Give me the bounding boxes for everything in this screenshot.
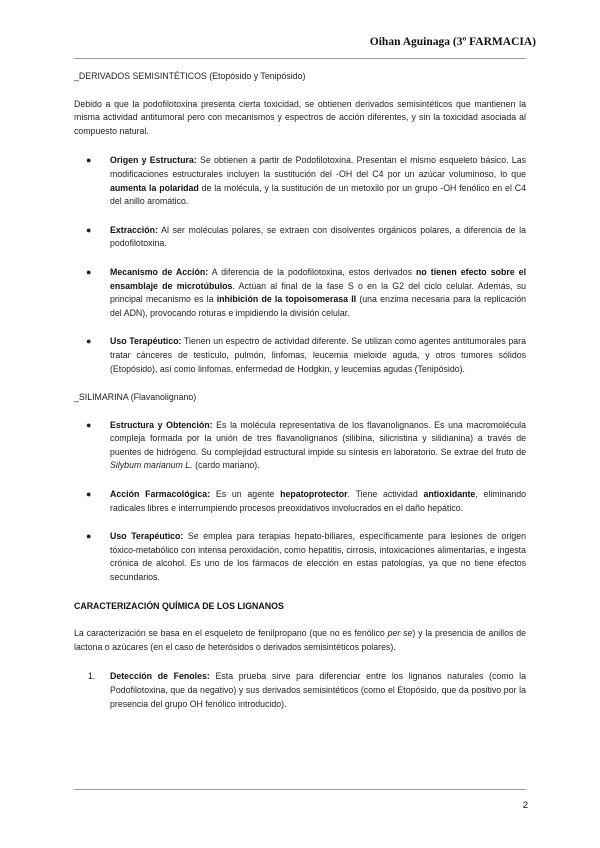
text-run: Al ser moléculas polares, se extraen con disolventes orgánicos polares, a diferencia de la podofilotoxina. (110, 224, 526, 249)
text-run: Se obtienen a partir de Podofilotoxina. Presentan el mismo esqueleto básico. Las modificaciones estructurales incluyen la sustitución del -OH del C4 por un azúcar voluminoso, lo que (110, 155, 526, 179)
bullet-icon: ● (86, 336, 92, 347)
page-header-title: Oihan Aguinaga (3º FARMACIA) (369, 36, 536, 48)
text-run: , eliminando radicales libres e interrumpiendo procesos preoxidativos involucrados en el daño hepático. (110, 489, 527, 513)
bold-term: antioxidante (423, 489, 476, 500)
list-item (74, 224, 526, 251)
list-item (74, 335, 526, 376)
list-item (74, 154, 526, 208)
text-run: (cardo mariano). (192, 460, 260, 471)
list-item (74, 419, 526, 473)
bullet-list-silimarina (74, 419, 526, 585)
text-run: Se emplea para terapias hepato-biliares, específicamente para lesiones de origen tóxico-metabólico con intensa peroxidación, como hepatitis, cirrosis, intoxicaciones alimentarias, e ingesta crónica de alcohol. Es uno de los fármacos de elección en estas patologías, ya que no tiene efectos secundarios. (110, 531, 527, 583)
bold-term: Mecanismo de Acción: (110, 266, 209, 277)
text-run: Es un agente (210, 489, 281, 500)
text-run: Esta prueba sirve para diferenciar entre los lignanos naturales (como la Podofilotoxina, que da negativo) y sus derivados semisintéticos (como el Etopósido, que da positivo por la presencia del grupo OH fenólico introducido). (110, 671, 526, 709)
bold-term: Detección de Fenoles: (110, 671, 210, 682)
bold-term: aumenta la polaridad (110, 182, 199, 193)
intro-paragraph-caracterizacion (74, 627, 526, 654)
bold-term: hepatoprotector (280, 489, 348, 500)
italic-term: Silybum marianum L. (110, 460, 193, 471)
bold-term: inhibición de la topoisomerasa II (216, 294, 357, 305)
bold-term: Uso Terapéutico: (110, 531, 184, 542)
bullet-list-derivados (74, 154, 526, 376)
bullet-icon: ● (86, 489, 92, 500)
intro-paragraph-derivados: Debido a que la podofilotoxina presenta cierta toxicidad, se obtienen derivados semisintéticos que mantienen la misma actividad antitumoral pero con mecanismos y espectros de acción diferentes, y sin la toxicidad asociada al compuesto natural. (74, 98, 526, 136)
list-item (74, 488, 526, 515)
italic-term: per se (387, 628, 413, 639)
bullet-icon: ● (86, 224, 92, 235)
text-run: Es la molécula representativa de los flavanolignanos. Es una macromolécula compleja formada por la unión de tres flavanolignanos (silibina, silicristina y silidianina) a través de puentes de hidrógeno. Su complejidad estructural impide su síntesis en laboratorio. Se extrae del fruto de (110, 419, 527, 457)
list-item (74, 266, 526, 320)
text-run: ) y la presencia de anillos de lactona o azúcares (en el caso de heterósidos o derivados semisintéticos polares). (74, 628, 527, 652)
text-run: La caracterización se basa en el esqueleto de fenilpropano (que no es fenólico (74, 628, 388, 639)
bold-term: Extracción: (110, 224, 158, 235)
section-title-caracterizacion: CARACTERIZACIÓN QUÍMICA DE LOS LIGNANOS (74, 600, 284, 611)
numbered-list-caracterizacion (74, 670, 526, 711)
bold-term: Uso Terapéutico: (110, 336, 182, 347)
list-item (74, 530, 526, 584)
header-divider (74, 58, 526, 59)
bullet-icon: ● (86, 531, 92, 542)
text-run: de la molécula, y la sustitución de un metoxilo por un grupo -OH fenólico en el C4 del anillo aromático. (110, 182, 526, 207)
text-run: (una enzima necesaria para la replicación del ADN), provocando roturas e impidiendo la división celular. (110, 294, 526, 318)
text-run: . Actúan al final de la fase S o en la G2 del ciclo celular. Además, su principal mecanismo es la (110, 280, 526, 305)
text-run: . Tiene actividad (347, 489, 424, 500)
bullet-icon: ● (86, 419, 92, 430)
page-content (74, 70, 526, 711)
page-number: 2 (522, 800, 528, 811)
list-number: 1. (88, 671, 96, 682)
bold-term: Origen y Estructura: (110, 155, 197, 166)
text-run: A diferencia de la podofilotoxina, estos derivados (208, 266, 417, 277)
footer-divider (74, 789, 526, 790)
section-heading-derivados: _DERIVADOS SEMISINTÉTICOS (Etopósido y Tenipósido) (74, 71, 306, 81)
bullet-icon: ● (86, 266, 92, 277)
bold-term: no tienen efecto sobre el ensamblaje de microtúbulos (110, 266, 527, 291)
section-heading-silimarina: _SILIMARINA (Flavanolignano) (74, 392, 197, 403)
bold-term: Acción Farmacológica: (110, 489, 211, 500)
list-item (74, 670, 526, 711)
bullet-icon: ● (86, 155, 92, 166)
text-run: Tienen un espectro de actividad diferente. Se utilizan como agentes antitumorales para tratar cánceres de testículo, pulmón, linfomas, leucemia mieloide aguda, y otros tumores sólidos (Etopósido), así como linfomas, enfermedad de Hodgkin, y leucemias agudas (Tenipósido). (110, 336, 526, 374)
bold-term: Estructura y Obtención: (110, 419, 213, 430)
